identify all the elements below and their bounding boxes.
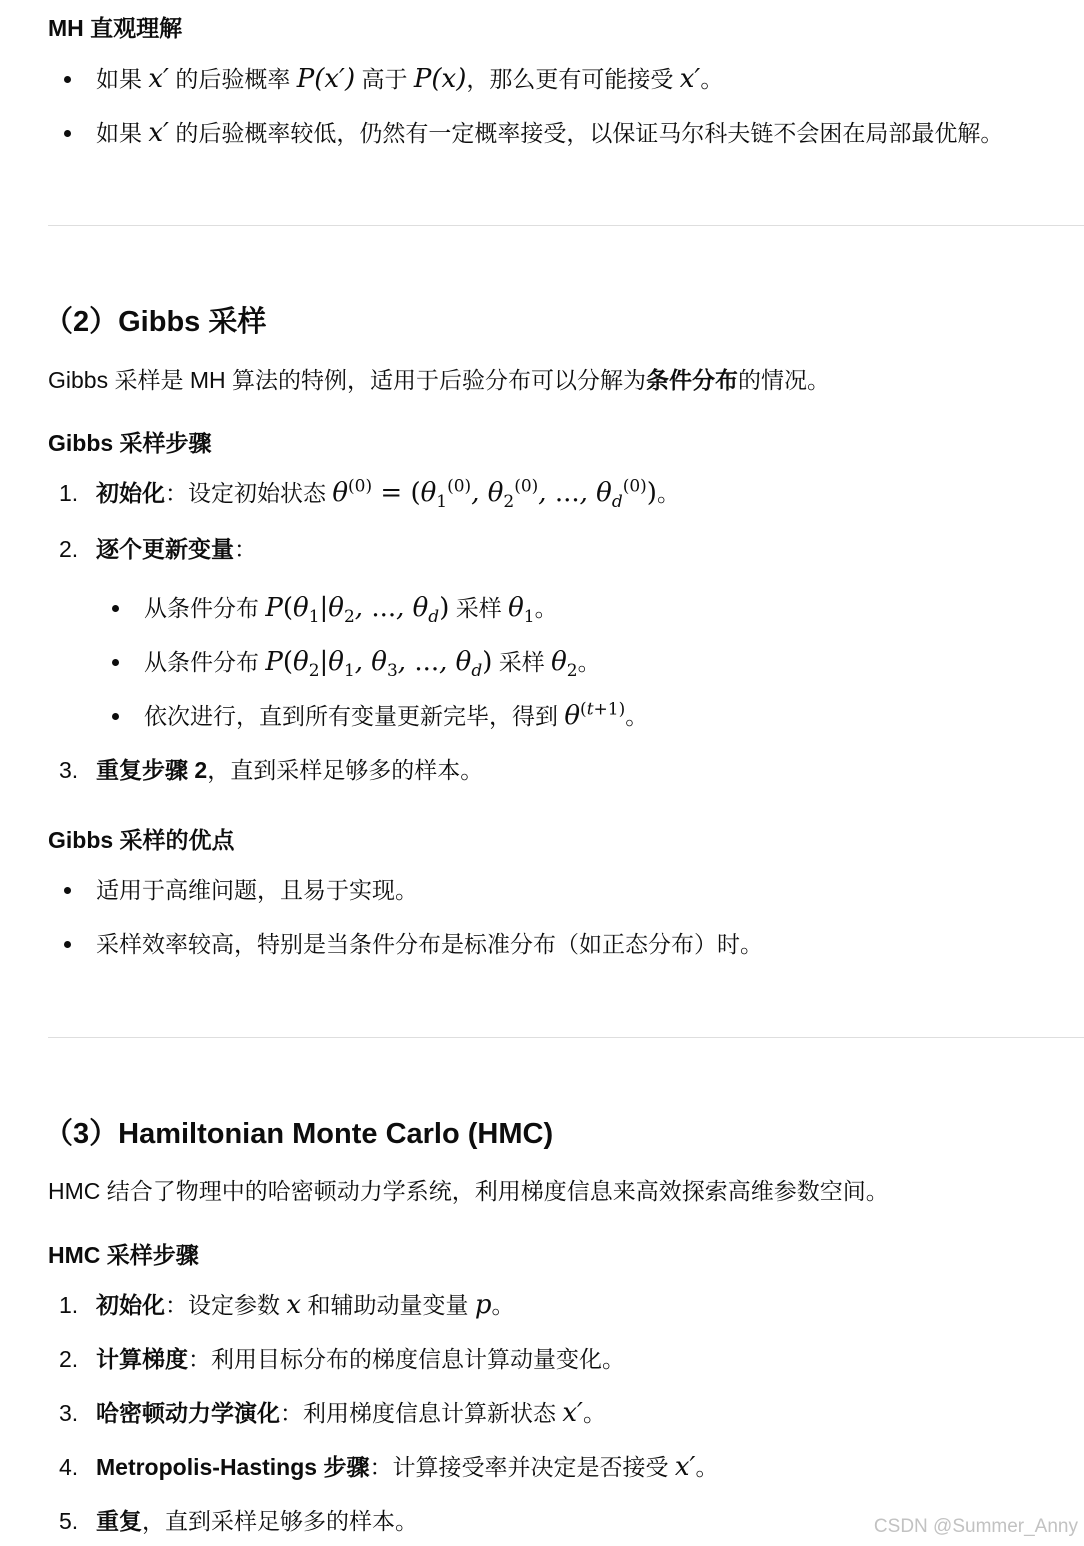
list-item: 适用于高维问题，且易于实现。 (48, 873, 1084, 907)
list-item: 5. 重复，直到采样足够多的样本。 (59, 1508, 418, 1534)
hmc-intro: HMC 结合了物理中的哈密顿动力学系统，利用梯度信息来高效探索高维参数空间。 (48, 1178, 889, 1204)
list-item: 1. 初始化：设定初始状态 $\theta^{(0)} = (\theta_1^{(0)}$, $\theta_2^{(0)}$, ..., $\theta_d^{(0)}$)。 (59, 476, 680, 513)
list-item: 依次进行，直到所有变量更新完毕，得到 $\theta^{(t+1)}$。 (48, 699, 1084, 733)
list-item: 如果 x′ 的后验概率较低，仍然有一定概率接受，以保证马尔科夫链不会困在局部最优解。 (48, 116, 1084, 150)
hmc-section-title: （3）Hamiltonian Monte Carlo (HMC) (44, 1118, 554, 1150)
gibbs-section-title: （2）Gibbs 采样 (44, 306, 267, 338)
list-item: 从条件分布 $P(\theta_1|\theta_2$, ..., $\theta_d$) 采样 $\theta_1$。 (48, 591, 1084, 625)
gibbs-intro: Gibbs 采样是 MH 算法的特例，适用于后验分布可以分解为条件分布的情况。 (48, 367, 831, 393)
list-item: 采样效率较高，特别是当条件分布是标准分布（如正态分布）时。 (48, 927, 1084, 961)
list-item: 3. 重复步骤 2，直到采样足够多的样本。 (59, 757, 484, 783)
list-item: 从条件分布 $P(\theta_2|\theta_1$, $\theta_3$, ..., $\theta_d$) 采样 $\theta_2$。 (48, 645, 1084, 679)
list-item: 4. Metropolis-Hastings 步骤：计算接受率并决定是否接受 x′。 (59, 1452, 719, 1482)
gibbs-steps-heading: Gibbs 采样步骤 (48, 430, 212, 456)
list-item: 1. 初始化：设定参数 x 和辅助动量变量 p。 (59, 1290, 515, 1320)
list-item: 2. 计算梯度：利用目标分布的梯度信息计算动量变化。 (59, 1346, 625, 1372)
gibbs-advantages-heading: Gibbs 采样的优点 (48, 827, 235, 853)
list-item: 如果 x′ 的后验概率 P(x′) 高于 P(x)，那么更有可能接受 x′。 (48, 62, 1084, 96)
mh-intuition-heading: MH 直观理解 (48, 15, 183, 41)
list-item: 2. 逐个更新变量： (59, 536, 257, 562)
watermark: CSDN @Summer_Anny (873, 1516, 1078, 1537)
hmc-steps-heading: HMC 采样步骤 (48, 1242, 199, 1268)
init-state-formula: $\theta^{(0)} = (\theta_1^{(0)}$, $\theta_2^{(0)}$, ..., $\theta_d^{(0)}$) (332, 476, 657, 513)
divider (48, 225, 1084, 226)
list-item: 3. 哈密顿动力学演化：利用梯度信息计算新状态 x′。 (59, 1398, 606, 1428)
divider (48, 1037, 1084, 1038)
